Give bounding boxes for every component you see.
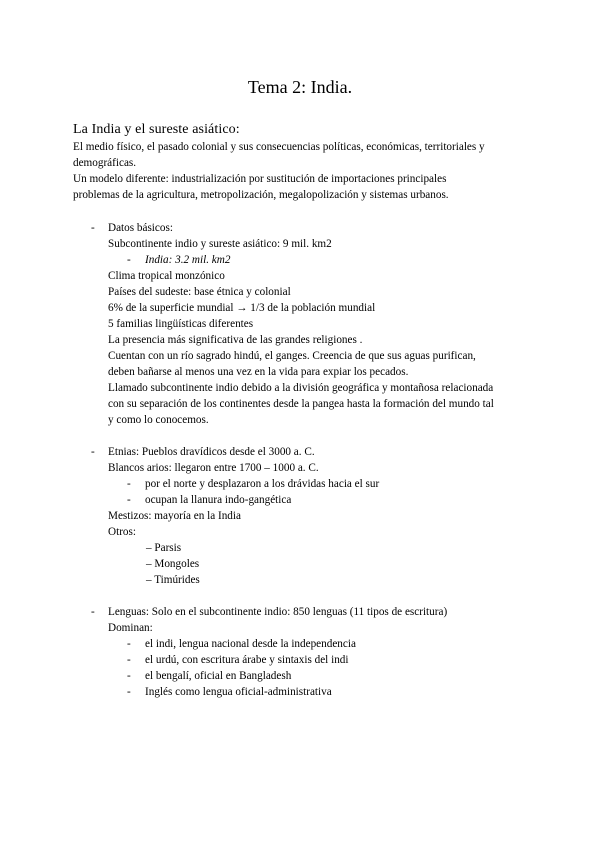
list-item: Subcontinente indio y sureste asiático: 9 mil. km2 [108, 238, 332, 250]
sub-list-item: el urdú, con escritura árabe y sintaxis del indi [145, 654, 349, 666]
section-subtitle: La India y el sureste asiático: [73, 122, 240, 137]
sub-list-item: Inglés como lengua oficial-administrativa [145, 686, 332, 698]
list-item: La presencia más significativa de las grandes religiones . [108, 334, 363, 346]
intro-text: demográficas. [73, 157, 137, 169]
list-bullet: - [91, 446, 95, 458]
sub-list-item: ocupan la llanura indo-gangética [145, 494, 292, 506]
sub-list-item: el bengalí, oficial en Bangladesh [145, 670, 292, 682]
sub-list-item: por el norte y desplazaron a los drávidas hacia el sur [145, 478, 380, 490]
list-item: 5 familias lingüísticas diferentes [108, 318, 254, 330]
section-heading: Etnias: Pueblos dravídicos desde el 3000 a. C. [108, 446, 315, 458]
sub-list-item: India: 3.2 mil. km2 [145, 254, 231, 266]
intro-text: El medio físico, el pasado colonial y sus consecuencias políticas, económicas, territoriales y [73, 141, 485, 153]
list-bullet: - [91, 222, 95, 234]
sub-list-bullet: - [127, 494, 131, 506]
intro-text: problemas de la agricultura, metropolización, megalopolización y sistemas urbanos. [73, 189, 449, 201]
sub-list-item: – Timúrides [146, 574, 200, 586]
sub-list-bullet: - [127, 654, 131, 666]
intro-text: Un modelo diferente: industrialización por sustitución de importaciones principales [73, 173, 447, 185]
sub-list-item: – Parsis [146, 542, 182, 554]
list-item: Dominan: [108, 622, 153, 634]
list-item: Cuentan con un río sagrado hindú, el ganges. Creencia de que sus aguas purifican, [108, 350, 476, 362]
list-item: deben bañarse al menos una vez en la vida para expiar los pecados. [108, 366, 409, 378]
page-title: Tema 2: India. [247, 77, 353, 97]
sub-list-bullet: - [127, 478, 131, 490]
sub-list-bullet: - [127, 670, 131, 682]
section-heading: Lenguas: Solo en el subcontinente indio: 850 lenguas (11 tipos de escritura) [108, 606, 448, 618]
sub-list-bullet: - [127, 254, 131, 266]
list-item: Mestizos: mayoría en la India [108, 510, 241, 522]
list-item: Llamado subcontinente indio debido a la división geográfica y montañosa relacionada [108, 382, 494, 394]
sub-list-item: – Mongoles [146, 558, 200, 570]
sub-list-item: el indi, lengua nacional desde la independencia [145, 638, 356, 650]
list-item: 6% de la superficie mundial → 1/3 de la población mundial [108, 302, 376, 314]
list-item: Blancos arios: llegaron entre 1700 – 1000 a. C. [108, 462, 319, 474]
list-item: Clima tropical monzónico [108, 270, 225, 282]
sub-list-bullet: - [127, 638, 131, 650]
sub-list-bullet: - [127, 686, 131, 698]
section-heading: Datos básicos: [108, 222, 173, 234]
list-item: Otros: [108, 526, 136, 538]
list-item: y como lo conocemos. [108, 414, 209, 426]
list-bullet: - [91, 606, 95, 618]
list-item: Países del sudeste: base étnica y colonial [108, 286, 291, 298]
list-item: con su separación de los continentes desde la pangea hasta la formación del mundo tal [108, 398, 494, 410]
